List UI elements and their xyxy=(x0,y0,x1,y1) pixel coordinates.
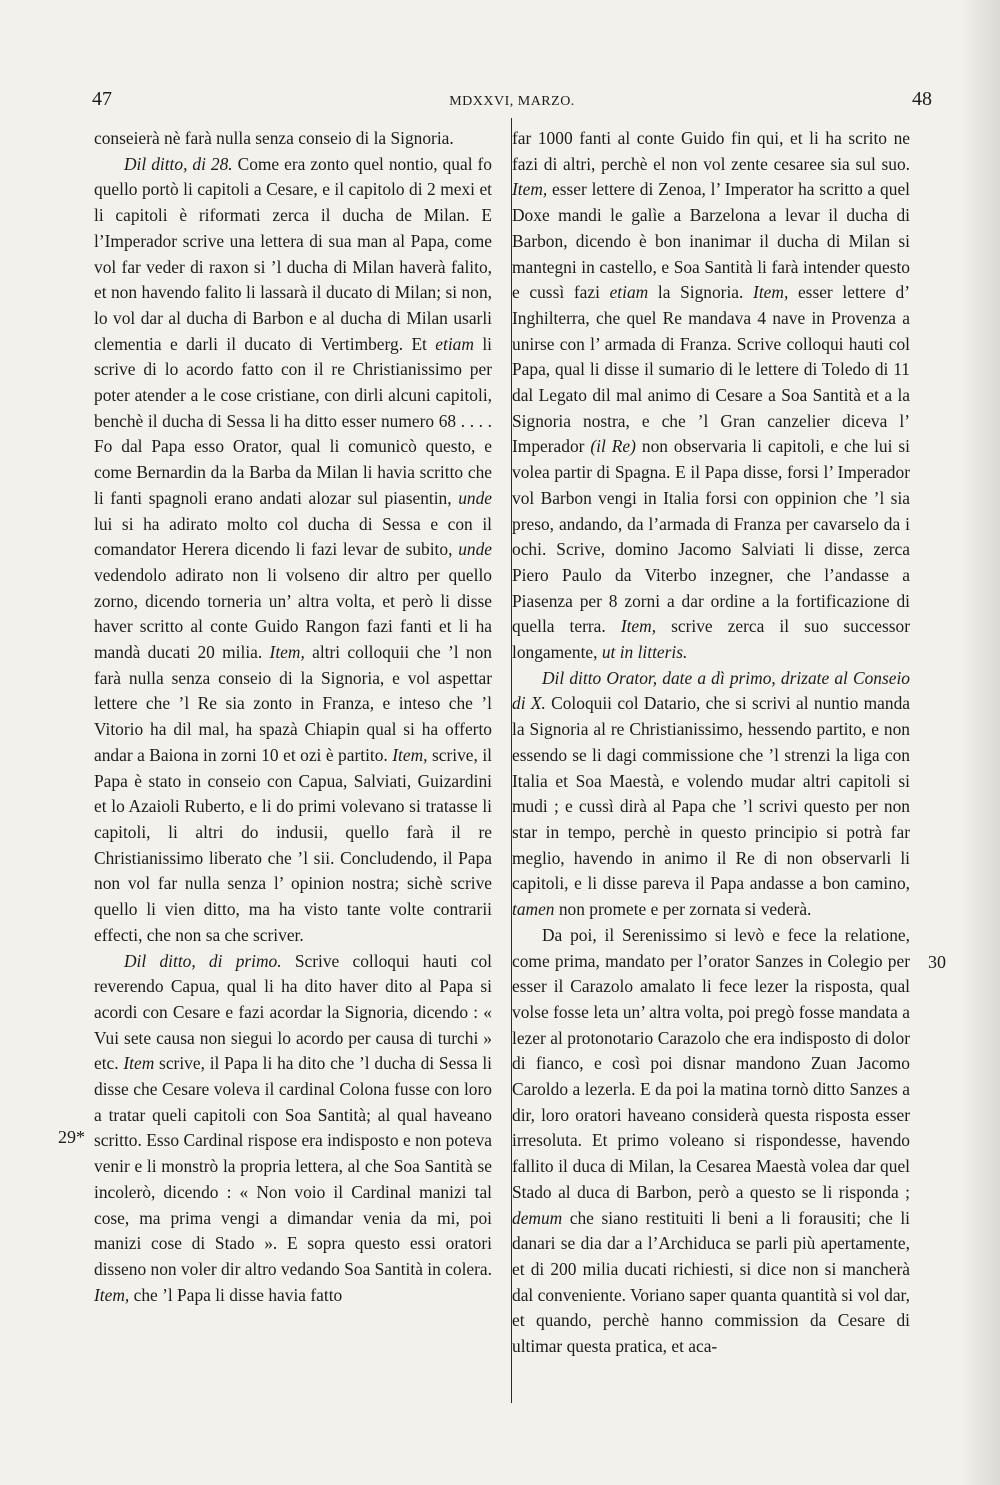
text-run: far 1000 fanti al conte Guido fin qui, et li ha scrito ne fazi di altri, perchè el non vol zente cesaree sia sul suo. xyxy=(512,128,910,174)
text-run: Come era zonto quel nontio, qual fo quello portò li capitoli a Cesare, e il capitolo di 2 mexi et li capitoli è riformati zerca il ducha de Milan. E l’Imperador scrive una lettera di sua man al Papa, come vol far veder di raxon si ’l ducha di Milan haverà falito, et non havendo falito li lassarà il ducato di Milan; si non, lo vol dar al ducha di Barbon e al ducha di Milan usarli clementia e darli il ducato di Vertimberg. Et xyxy=(94,153,492,354)
italic-text: Item, xyxy=(269,642,305,663)
italic-text: Item, xyxy=(753,282,789,303)
paragraph xyxy=(512,923,910,1360)
paragraph xyxy=(94,152,492,949)
text-run: non promete e per zornata si vederà. xyxy=(554,899,812,920)
text-run: vedendolo adirato non li volseno dir altro per quello zorno, dicendo torneria un’ altra volta, et però li disse haver scritto al conte Guido Rangon fazi fanti et li ha mandà ducati 20 milia. xyxy=(94,564,492,663)
text-run: che siano restituiti li beni a li forausiti; che li danari se dia dar a l’Archiduca se parli più apertamente, et di 200 milia ducati richiesti, si dice non si mancherà dal conveniente. Voriano saper quanta quantità si vol dar, et quando, perchè hanno commission da Cesare di ultimar questa pratica, et aca- xyxy=(512,1207,910,1357)
text-run: Scrive colloqui hauti col reverendo Capua, qual li ha dito haver dito al Papa si acordi con Cesare e fazi acordar la Signoria, dicendo : « Vui sete causa non siegui lo acordo per causa di turchi » etc. xyxy=(94,950,492,1074)
page-number-left: 47 xyxy=(92,88,112,110)
text-run: Coloquii col Datario, che si scrivi al nuntio manda la Signoria al re Christianissimo, hessendo partito, e non essendo se li dagi commissione che ’l strenzi la liga con Italia et Soa Maestà, e volendo mudar altri capitoli si mudi ; e cussì dirà al Papa che ’l scrivi questo per non star in tempo, perchè in questo principio si potrà far meglio, havendo in animo il Re di non observarli li capitoli, e li disse pareva il Papa andasse a bon camino, xyxy=(512,693,910,894)
running-head: MDXXVI, MARZO. xyxy=(449,94,575,109)
text-run: Da poi, il Serenissimo si levò e fece la relatione, come prima, mandato per l’orator Sanzes in Colegio per esser il Carazolo amalato li fece lezer la risposta, qual volse fosse leta un’ altra volta, poi pregò fosse mandata a lezer al protonotario Carazolo che era indisposto di dolor di fianco, e così poi disnar mandono Zuan Jacomo Caroldo a lezerla. E da poi la matina tornò ditto Sanzes a dir, loro oratori haveano considerà questa risposta esser irresoluta. Et primo voleano si rispondesse, havendo fallito il duca di Milan, la Cesarea Maestà volea dar quel Stado al duca di Barbon, però a questo se li risponda ; xyxy=(512,924,910,1202)
text-run: esser lettere di Zenoa, l’ Imperator ha scritto a quel Doxe mandi le galìe a Barzelona a levar il ducha di Barbon, dicendo è bon inanimar il ducha di Milan si mantegni in castello, e Soa Santità li farà intender questo e cussì fazi xyxy=(512,179,910,303)
text-run: li scrive di lo acordo fatto con il re Christianissimo per poter atender a le cose cristiane, con dirli alcuni capitoli, benchè il ducha di Sessa li ha ditto esser numero 68 . . . . Fo dal Papa esso Orator, qual li comunicò questo, e come Bernardin da la Barba da Milan li havia scritto che li fanti spagnoli erano andati alozar sul piasentin, xyxy=(94,333,492,508)
italic-text: Item xyxy=(123,1053,155,1074)
italic-text: unde xyxy=(458,539,492,560)
text-run: lui si ha adirato molto col ducha di Sessa e con il comandator Herera dicendo li fazi levar de subito, xyxy=(94,513,492,560)
text-run: altri colloquii che ’l non farà nulla senza conseio di la Signoria, e vol aspettar lettere che ’l Re sia zonto in Franza, e inteso che ’l Vitorio ha dil mal, ha spazà Chiapin qual si ha offerto andar a Baiona in zorni 10 et ozi è partito. xyxy=(94,642,492,765)
page-header xyxy=(92,88,932,116)
text-run: scrive zerca il suo successor longamente, xyxy=(512,616,910,663)
italic-text: tamen xyxy=(512,899,555,920)
italic-text: Dil ditto, di 28. xyxy=(124,153,233,174)
text-run: non observaria li capitoli, e che lui si volea partir di Spagna. E il Papa disse, forsi l’ Imperador vol Barbon vengi in Italia forsi con oppinion che ’l sia preso, andando, da l’armada di Franza per cavarselo da i ochi. Scrive, domino Jacomo Salviati li disse, zerca Piero Paulo da Viterbo inzegner, che l’andasse a Piasenza per 8 zorni a dar ordine a la fortificazione di quella terra. xyxy=(512,436,910,637)
italic-text: demum xyxy=(512,1207,563,1228)
page-number-right: 48 xyxy=(912,88,932,110)
italic-text: ut in litteris. xyxy=(601,642,688,663)
italic-text: Dil ditto Orator, date a dì primo, drizate al Conseio di X. xyxy=(512,667,910,714)
italic-text: Dil ditto, di primo. xyxy=(124,950,282,971)
margin-number-right: 30 xyxy=(928,952,946,972)
italic-text: Item, xyxy=(392,744,428,765)
page-edge-shadow xyxy=(960,0,1000,1485)
text-run: scrive, il Papa è stato in conseio con Capua, Salviati, Guizardini et lo Azaioli Ruberto, e li do primi volevano si tratasse li capitoli, li altri do indusii, quello farà il re Christianissimo liberato che ’l sii. Concludendo, il Papa non vol far nulla senza l’ opinion nostra; sichè scrive quello li vien ditto, ma ha visto tante volte contrarii effecti, che non sa che scriver. xyxy=(94,744,493,945)
italic-text: Item, xyxy=(620,616,657,637)
paragraph xyxy=(512,666,910,923)
italic-text: unde xyxy=(458,487,492,508)
paragraph xyxy=(94,126,492,152)
text-run: conseierà nè farà nulla senza conseio di la Signoria. xyxy=(94,128,454,148)
margin-number-left: 29* xyxy=(58,1127,85,1147)
right-column xyxy=(512,126,910,1360)
text-run: che ’l Papa li disse havia fatto xyxy=(129,1284,343,1305)
text-run: la Signoria. xyxy=(648,282,754,303)
text-run: scrive, il Papa li ha dito che ’l ducha di Sessa li disse che Cesare voleva il cardinal Colona fusse con loro a tratar queli capitoli con Soa Santità; al qual haveano scritto. Esso Cardinal rispose era indisposto e non poteva venir e li monstrò la propria lettera, al che Soa Santità se incolerò, dicendo : « Non voio il Cardinal manizi tal cose, ma prima vengi a dimandar venia da mi, poi manizi cose di Stado ». E sopra questo essi oratori disseno non voler dir altro vedando Soa Santità in colera. xyxy=(94,1053,493,1279)
italic-text: etiam xyxy=(435,333,474,354)
italic-text: etiam xyxy=(609,282,649,303)
italic-text: (il Re) xyxy=(590,436,636,457)
left-column xyxy=(94,126,492,1308)
italic-text: Item, xyxy=(512,179,548,200)
italic-text: Item, xyxy=(94,1284,130,1305)
paragraph xyxy=(512,126,910,666)
paragraph xyxy=(94,949,492,1309)
text-run: esser lettere d’ Inghilterra, che quel Re mandava 4 nave in Provenza a unirse con l’ armada di Franza. Scrive colloqui hauti col Papa, qual li disse il sumario di le lettere di Toledo di 11 dal Legato dil mal animo di Cesare a Soa Santità et a la Signoria nostra, e che ’l Gran canzelier diceva l’ Imperador xyxy=(512,282,910,457)
